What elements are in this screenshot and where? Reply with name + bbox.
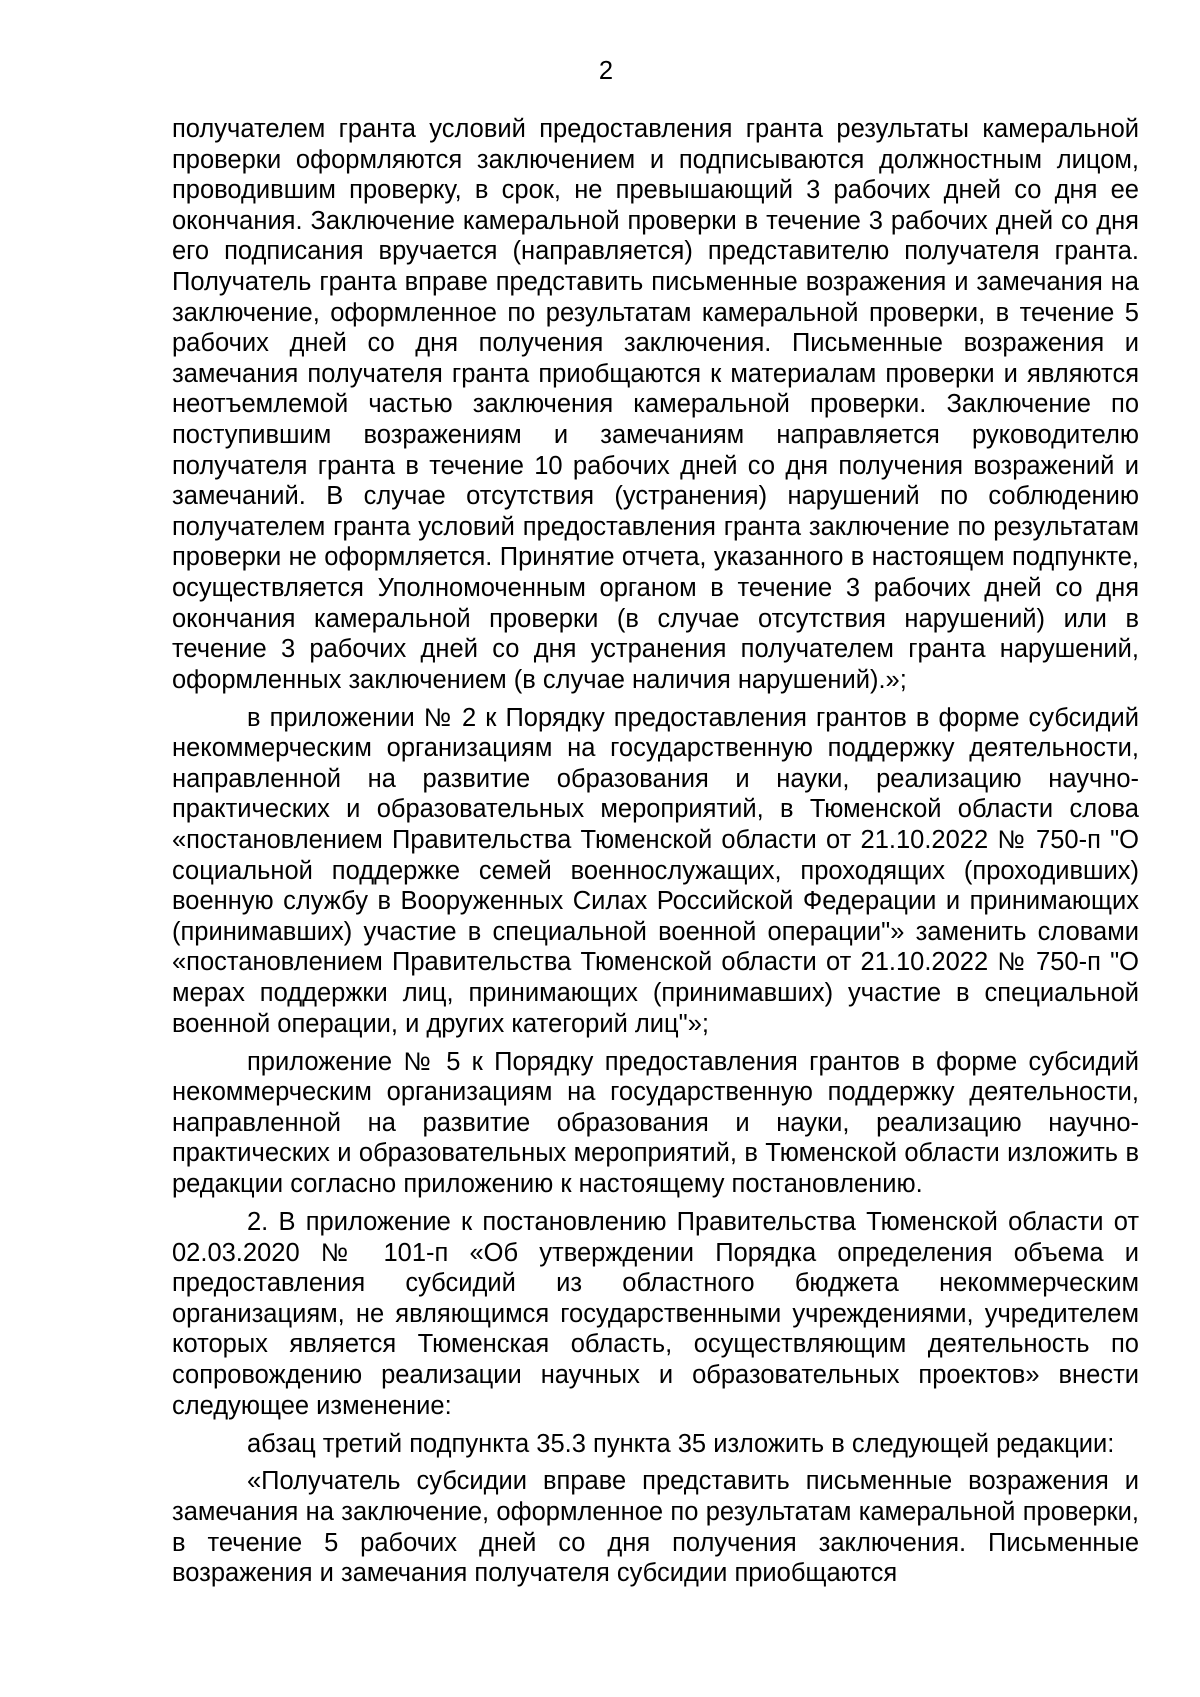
document-body bbox=[172, 114, 1139, 1589]
paragraph-subitem-35-3: абзац третий подпункта 35.3 пункта 35 изложить в следующей редакции: bbox=[247, 1429, 1115, 1458]
paragraph-appendix-5-amendment: приложение № 5 к Порядку предоставления грантов в форме субсидий некоммерческим организациям на государственную поддержку деятельности, направленной на развитие образования и науки, реализацию научно-практических и образовательных мероприятий, в Тюменской области изложить в редакции согласно приложению к настоящему постановлению. bbox=[172, 1047, 1139, 1198]
paragraph-new-wording: «Получатель субсидии вправе представить письменные возражения и замечания на заключение, оформленное по результатам камеральной проверки, в течение 5 рабочих дней со дня получения заключения. Письменные возражения и замечания получателя субсидии приобщаются bbox=[172, 1467, 1139, 1588]
paragraph-appendix-2-amendment: в приложении № 2 к Порядку предоставления грантов в форме субсидий некоммерческим организациям на государственную поддержку деятельности, направленной на развитие образования и науки, реализацию научно-практических и образовательных мероприятий, в Тюменской области слова «постановлением Правительства Тюменской области от 21.10.2022 № 750-п "О социальной поддержке семей военнослужащих, проходящих (проходивших) военную службу в Вооруженных Силах Российской Федерации и принимающих (принимавших) участие в специальной военной операции"» заменить словами «постановлением Правительства Тюменской области от 21.10.2022 № 750-п "О мерах поддержки лиц, принимающих (принимавших) участие в специальной военной операции, и других категорий лиц"»; bbox=[172, 703, 1139, 1038]
page-number: 2 bbox=[598, 57, 614, 85]
paragraph-continuation: получателем гранта условий предоставления гранта результаты камеральной проверки оформляются заключением и подписываются должностным лицом, проводившим проверку, в срок, не превышающий 3 рабочих дней со дня ее окончания. Заключение камеральной проверки в течение 3 рабочих дней со дня его подписания вручается (направляется) представителю получателя гранта. Получатель гранта вправе представить письменные возражения и замечания на заключение, оформленное по результатам камеральной проверки, в течение 5 рабочих дней со дня получения заключения. Письменные возражения и замечания получателя гранта приобщаются к материалам проверки и являются неотъемлемой частью заключения камеральной проверки. Заключение по поступившим возражениям и замечаниям направляется руководителю получателя гранта в течение 10 рабочих дней со дня получения возражений и замечаний. В случае отсутствия (устранения) нарушений по соблюдению получателем гранта условий предоставления гранта заключение по результатам проверки не оформляется. Принятие отчета, указанного в настоящем подпункте, осуществляется Уполномоченным органом в течение 3 рабочих дней со дня окончания камеральной проверки (в случае отсутствия нарушений) или в течение 3 рабочих дней со дня устранения получателем гранта нарушений, оформленных заключением (в случае наличия нарушений).»; bbox=[172, 115, 1139, 694]
paragraph-item-2: 2. В приложение к постановлению Правительства Тюменской области от 02.03.2020 № 101-п «Об утверждении Порядка определения объема и предоставления субсидий из областного бюджета некоммерческим организациям, не являющимся государственными учреждениями, учредителем которых является Тюменская область, осуществляющим деятельность по сопровождению реализации научных и образовательных проектов» внести следующее изменение: bbox=[172, 1207, 1139, 1420]
